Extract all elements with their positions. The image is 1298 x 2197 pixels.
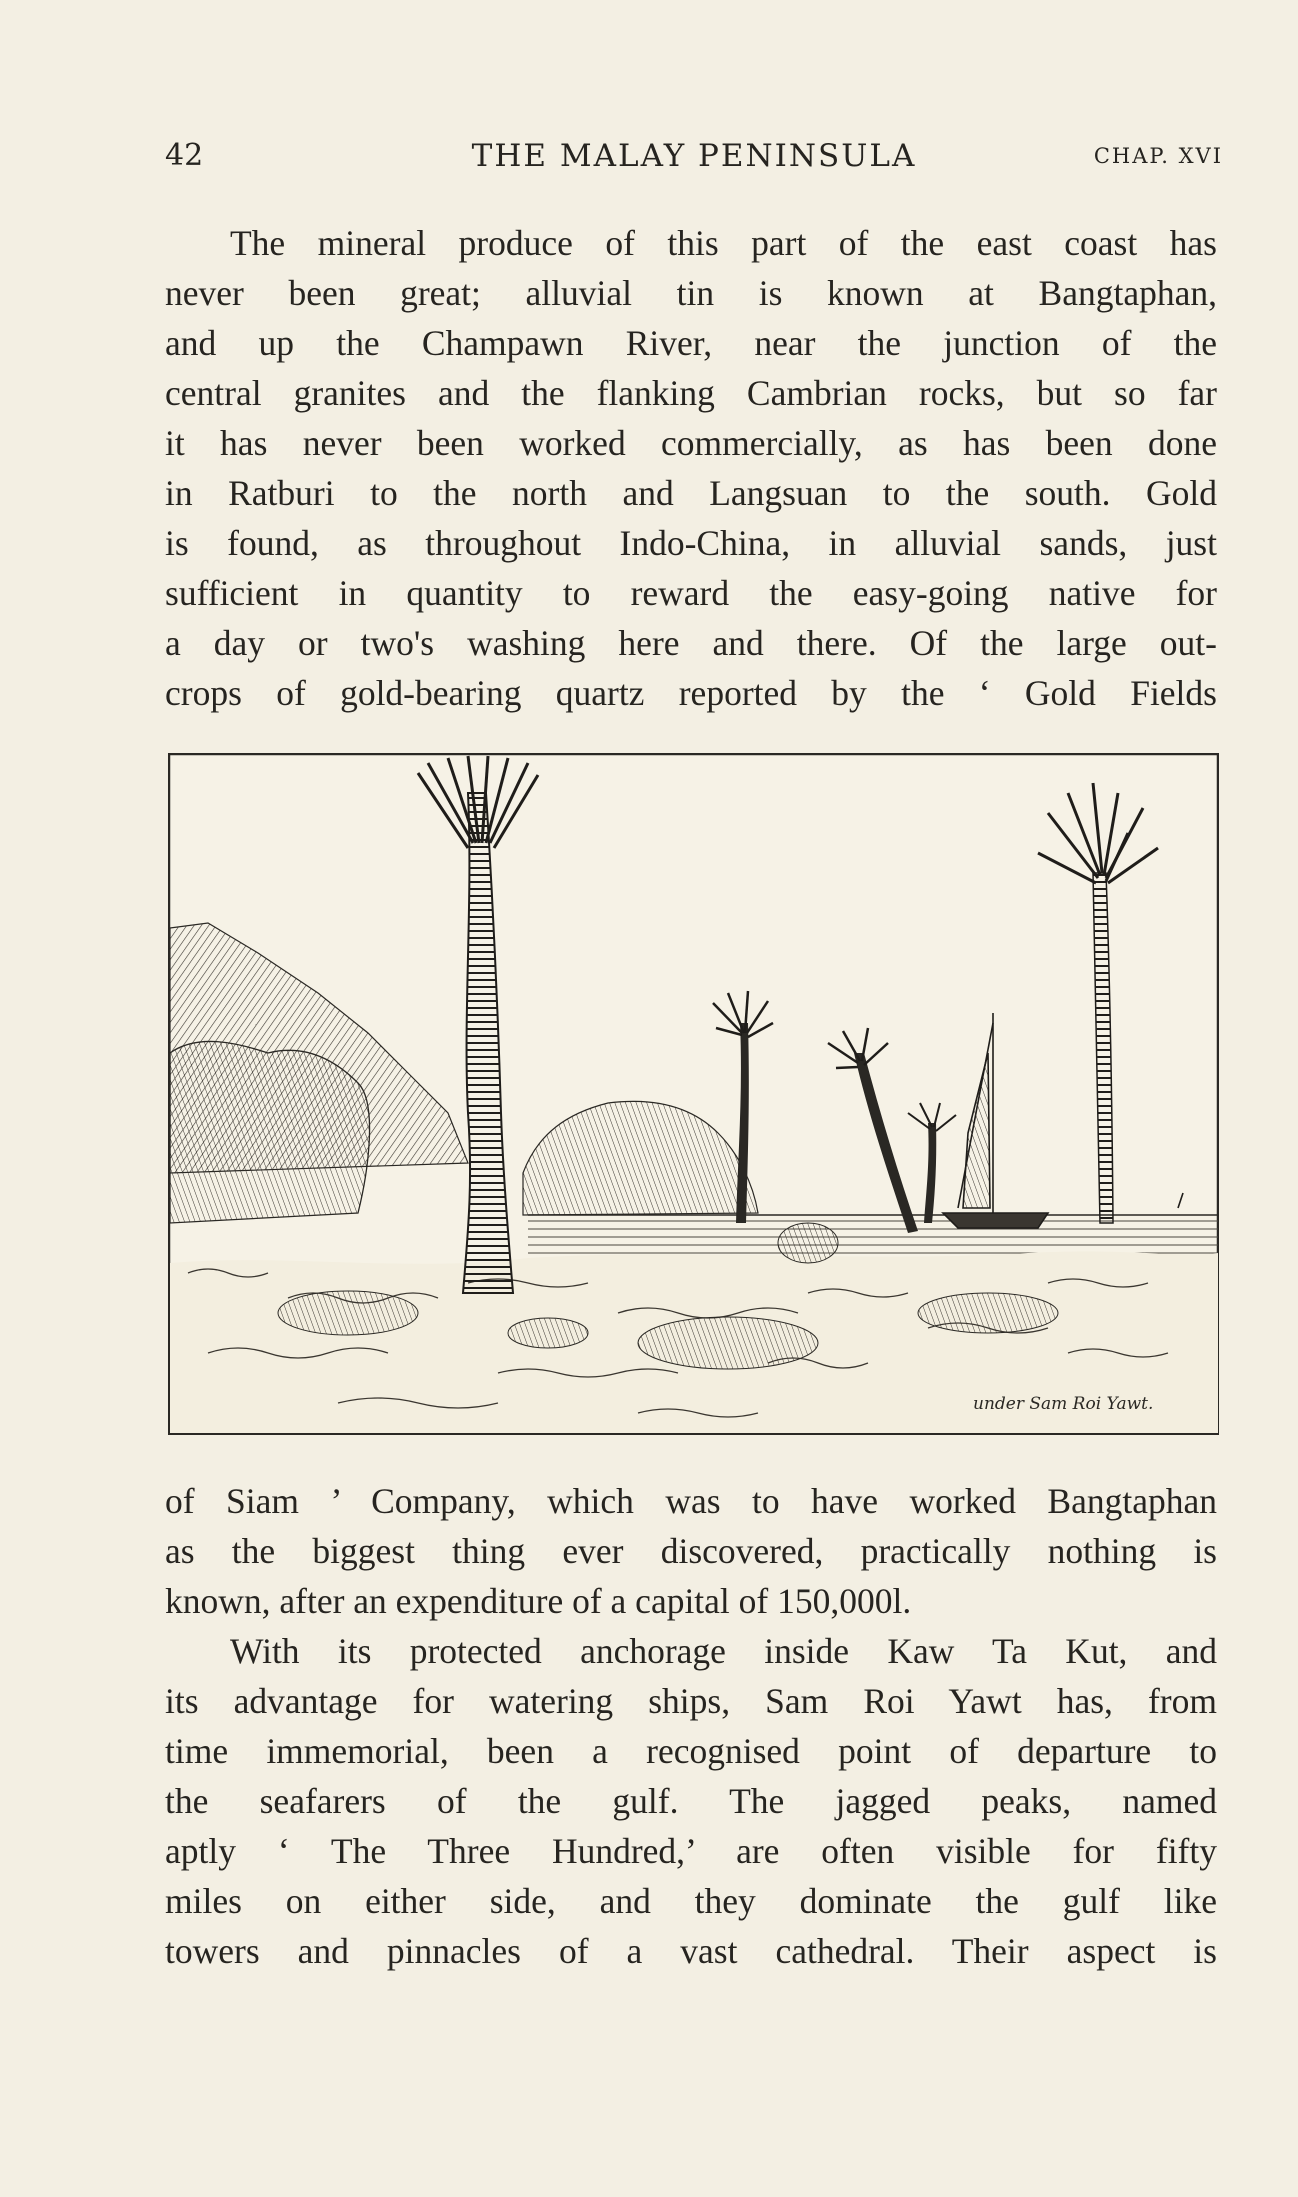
paragraph-top	[165, 218, 1217, 718]
text-line: time immemorial, been a recognised point of departure to	[165, 1731, 1217, 1771]
text-line: and up the Champawn River, near the junction of the	[165, 323, 1217, 363]
text-line: sufficient in quantity to reward the easy-going native for	[165, 573, 1217, 613]
text-line: crops of gold-bearing quartz reported by the ‘ Gold Fields	[165, 673, 1217, 713]
text-line: as the biggest thing ever discovered, practically nothing is	[165, 1531, 1217, 1571]
text-line: miles on either side, and they dominate the gulf like	[165, 1881, 1217, 1921]
illustration-signature: under Sam Roi Yawt.	[973, 1394, 1154, 1414]
page-number: 42	[165, 138, 204, 173]
text-line: of Siam ’ Company, which was to have worked Bangtaphan	[165, 1481, 1217, 1521]
text-line: the seafarers of the gulf. The jagged peaks, named	[165, 1781, 1217, 1821]
text-line: its advantage for watering ships, Sam Roi Yawt has, from	[165, 1681, 1217, 1721]
text-line: never been great; alluvial tin is known at Bangtaphan,	[165, 273, 1217, 313]
chapter-label: CHAP. XVI	[1093, 144, 1223, 168]
text-line: a day or two's washing here and there. Of the large out-	[165, 623, 1217, 663]
text-line: central granites and the flanking Cambrian rocks, but so far	[165, 373, 1217, 413]
text-line: known, after an expenditure of a capital of 150,000l.	[165, 1581, 912, 1621]
text-line: in Ratburi to the north and Langsuan to the south. Gold	[165, 473, 1217, 513]
text-line: The mineral produce of this part of the east coast has	[230, 223, 1217, 263]
page-header	[165, 138, 1223, 182]
text-line: is found, as throughout Indo-China, in alluvial sands, just	[165, 523, 1217, 563]
text-line: towers and pinnacles of a vast cathedral. Their aspect is	[165, 1931, 1217, 1971]
illustration-palms-and-shore	[168, 753, 1219, 1435]
running-title: THE MALAY PENINSULA	[471, 138, 917, 174]
paragraph-bottom	[165, 1476, 1217, 1976]
text-line: With its protected anchorage inside Kaw Ta Kut, and	[230, 1631, 1217, 1671]
text-line: it has never been worked commercially, as has been done	[165, 423, 1217, 463]
text-line: aptly ‘ The Three Hundred,’ are often visible for fifty	[165, 1831, 1217, 1871]
